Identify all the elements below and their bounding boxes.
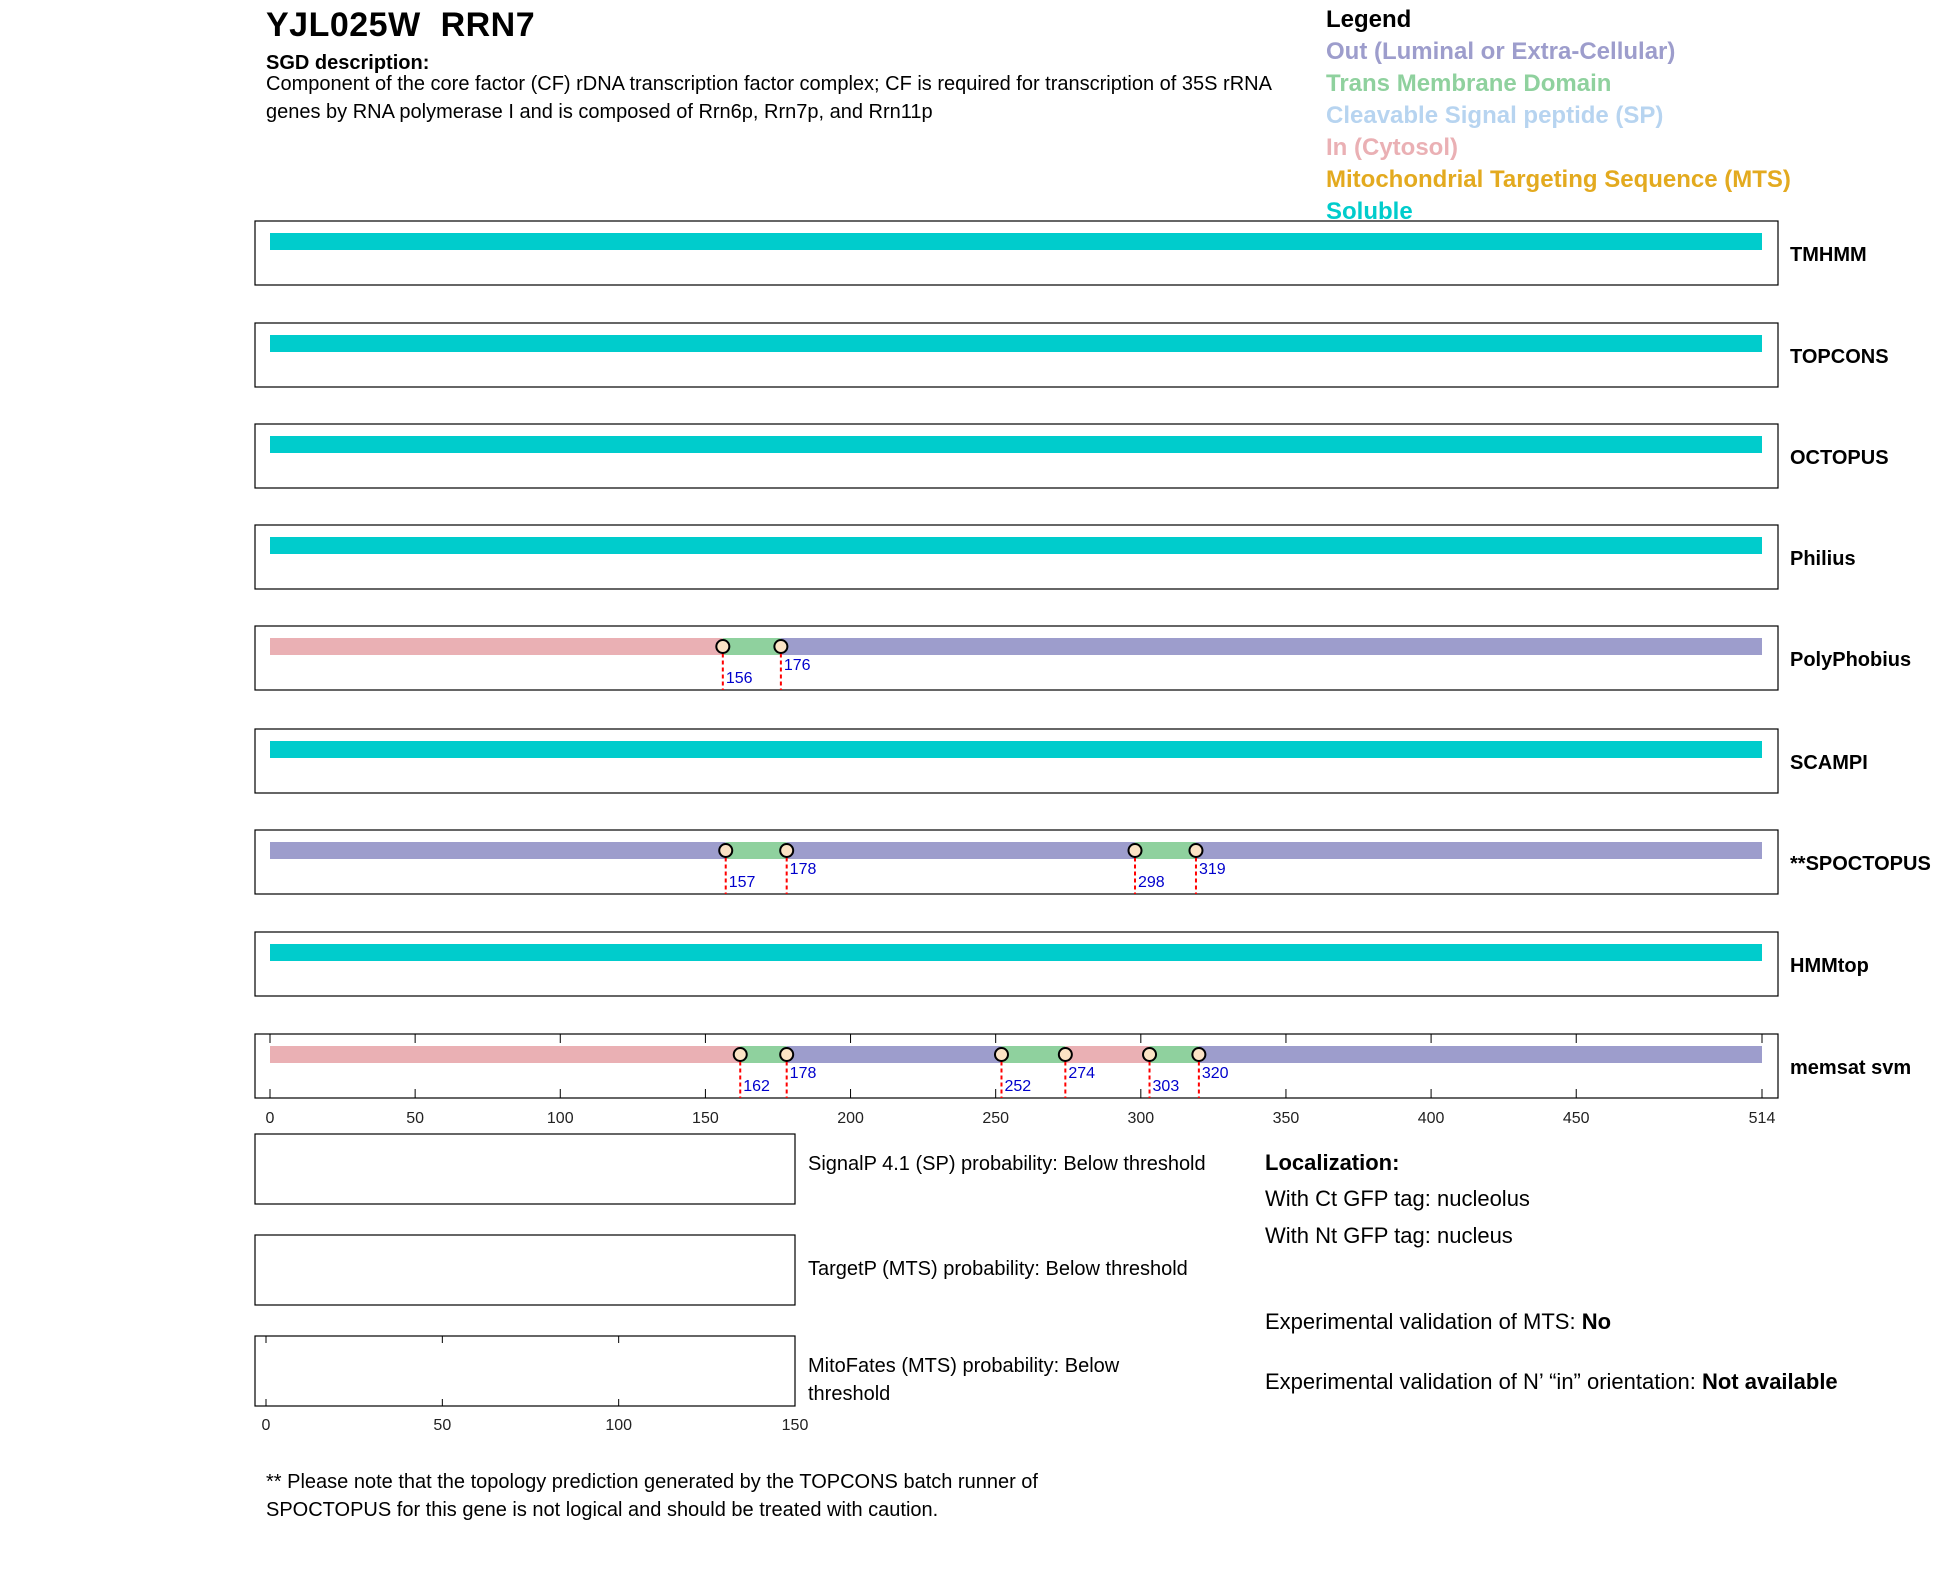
x-tick-label-0: 0 (265, 1110, 275, 1127)
boundary-marker-memsat-svm-1 (780, 1048, 793, 1061)
segment-philius-0 (270, 537, 1762, 554)
boundary-marker-memsat-svm-2 (995, 1048, 1008, 1061)
sgd-description-text: Component of the core factor (CF) rDNA transcription factor complex; CF is required for transcription of 35S rRNA genes by RNA polymerase I and is composed of Rrn6p, Rrn7p, and Rrn11p (266, 73, 1271, 123)
predictor-label-scampi: SCAMPI (1790, 752, 1868, 774)
predictor-label-octopus: OCTOPUS (1790, 447, 1889, 469)
track-box-scampi (255, 729, 1778, 793)
track-box-topcons (255, 323, 1778, 387)
probability-panel-2 (255, 1336, 795, 1406)
segment-spoctopus-1 (726, 842, 787, 859)
segment-polyphobius-0 (270, 638, 723, 655)
predictor-label-tmhmm: TMHMM (1790, 244, 1867, 266)
boundary-label-polyphobius-0: 156 (725, 670, 753, 687)
predictor-label-memsat-svm: memsat svm (1790, 1057, 1912, 1079)
predictor-label-spoctopus: **SPOCTOPUS (1790, 853, 1931, 875)
legend-heading: Legend (1326, 6, 1412, 33)
localization-ct: With Ct GFP tag: nucleolus (1265, 1186, 1530, 1211)
boundary-label-memsat-svm-2: 252 (1004, 1078, 1032, 1095)
mitofates-tick-label-0: 0 (261, 1417, 271, 1434)
segment-memsat-svm-4 (1065, 1046, 1149, 1063)
boundary-marker-memsat-svm-3 (1059, 1048, 1072, 1061)
page-title: YJL025W RRN7 (266, 6, 536, 44)
localization-nt: With Nt GFP tag: nucleus (1265, 1223, 1513, 1248)
track-box-philius (255, 525, 1778, 589)
sgd-description-heading: SGD description: (266, 52, 430, 74)
mitofates-tick-label-1: 50 (433, 1417, 452, 1434)
x-tick-label-10: 514 (1748, 1110, 1776, 1127)
segment-memsat-svm-2 (787, 1046, 1002, 1063)
segment-octopus-0 (270, 436, 1762, 453)
boundary-label-memsat-svm-5: 320 (1201, 1065, 1229, 1082)
validation-orientation-label: Experimental validation of N’ “in” orientation: (1265, 1369, 1702, 1394)
predictor-label-philius: Philius (1790, 548, 1856, 570)
boundary-marker-spoctopus-3 (1189, 844, 1202, 857)
segment-scampi-0 (270, 741, 1762, 758)
segment-memsat-svm-0 (270, 1046, 740, 1063)
segment-spoctopus-2 (787, 842, 1135, 859)
track-box-tmhmm (255, 221, 1778, 285)
segment-polyphobius-2 (781, 638, 1762, 655)
boundary-label-spoctopus-0: 157 (728, 874, 756, 891)
legend-item-sp: Cleavable Signal peptide (SP) (1326, 102, 1664, 129)
boundary-marker-memsat-svm-0 (734, 1048, 747, 1061)
legend-item-mts: Mitochondrial Targeting Sequence (MTS) (1326, 166, 1791, 193)
x-tick-label-9: 450 (1562, 1110, 1590, 1127)
boundary-marker-spoctopus-0 (719, 844, 732, 857)
mitofates-tick-label-2: 100 (605, 1417, 633, 1434)
track-box-hmmtop (255, 932, 1778, 996)
x-tick-label-7: 350 (1272, 1110, 1300, 1127)
boundary-marker-spoctopus-2 (1129, 844, 1142, 857)
segment-spoctopus-4 (1196, 842, 1762, 859)
validation-mts-value: No (1581, 1309, 1612, 1334)
validation-orientation-value: Not available (1701, 1369, 1838, 1394)
boundary-marker-polyphobius-0 (716, 640, 729, 653)
x-tick-label-5: 250 (982, 1110, 1010, 1127)
validation-orientation (1265, 1367, 1865, 1397)
boundary-marker-spoctopus-1 (780, 844, 793, 857)
probability-panel-1 (255, 1235, 795, 1305)
predictor-label-hmmtop: HMMtop (1790, 955, 1869, 977)
predictor-label-polyphobius: PolyPhobius (1790, 649, 1912, 671)
segment-spoctopus-3 (1135, 842, 1196, 859)
track-box-octopus (255, 424, 1778, 488)
legend (1326, 4, 1791, 228)
boundary-label-polyphobius-1: 176 (783, 657, 811, 674)
segment-tmhmm-0 (270, 233, 1762, 250)
x-tick-label-6: 300 (1127, 1110, 1155, 1127)
boundary-label-spoctopus-1: 178 (789, 861, 817, 878)
mitofates-label: MitoFates (MTS) probability: Below threshold (808, 1355, 1120, 1405)
segment-hmmtop-0 (270, 944, 1762, 961)
boundary-label-spoctopus-3: 319 (1198, 861, 1226, 878)
segment-polyphobius-1 (723, 638, 781, 655)
legend-item-tm: Trans Membrane Domain (1326, 70, 1612, 97)
boundary-marker-memsat-svm-5 (1192, 1048, 1205, 1061)
signalp-label: SignalP 4.1 (SP) probability: Below threshold (808, 1153, 1206, 1175)
x-tick-label-4: 200 (837, 1110, 864, 1127)
predictor-label-topcons: TOPCONS (1790, 346, 1889, 368)
segment-topcons-0 (270, 335, 1762, 352)
boundary-label-memsat-svm-4: 303 (1152, 1078, 1180, 1095)
targetp-label: TargetP (MTS) probability: Below threshold (808, 1258, 1188, 1280)
x-tick-label-2: 100 (546, 1110, 574, 1127)
boundary-marker-polyphobius-1 (774, 640, 787, 653)
x-tick-label-8: 400 (1417, 1110, 1445, 1127)
legend-item-out: Out (Luminal or Extra-Cellular) (1326, 38, 1676, 65)
segment-memsat-svm-6 (1199, 1046, 1762, 1063)
validation-mts (1265, 1307, 1865, 1337)
legend-item-in: In (Cytosol) (1326, 134, 1458, 161)
track-box-spoctopus (255, 830, 1778, 894)
segment-memsat-svm-3 (1001, 1046, 1065, 1063)
legend-item-soluble: Soluble (1326, 198, 1413, 225)
boundary-label-memsat-svm-1: 178 (789, 1065, 817, 1082)
boundary-marker-memsat-svm-4 (1143, 1048, 1156, 1061)
mitofates-tick-label-3: 150 (781, 1417, 809, 1434)
spoctopus-note: ** Please note that the topology prediction generated by the TOPCONS batch runner of SPOCTOPUS for this gene is not logical and should be treated with caution. (266, 1471, 1038, 1521)
boundary-label-memsat-svm-3: 274 (1068, 1065, 1096, 1082)
segment-spoctopus-0 (270, 842, 726, 859)
track-box-polyphobius (255, 626, 1778, 690)
validation-mts-label: Experimental validation of MTS: (1265, 1309, 1582, 1334)
x-tick-label-3: 150 (692, 1110, 719, 1127)
boundary-label-spoctopus-2: 298 (1138, 874, 1165, 891)
boundary-label-memsat-svm-0: 162 (743, 1078, 770, 1095)
x-tick-label-1: 50 (406, 1110, 425, 1127)
probability-panel-0 (255, 1134, 795, 1204)
localization-heading: Localization: (1265, 1150, 1400, 1175)
